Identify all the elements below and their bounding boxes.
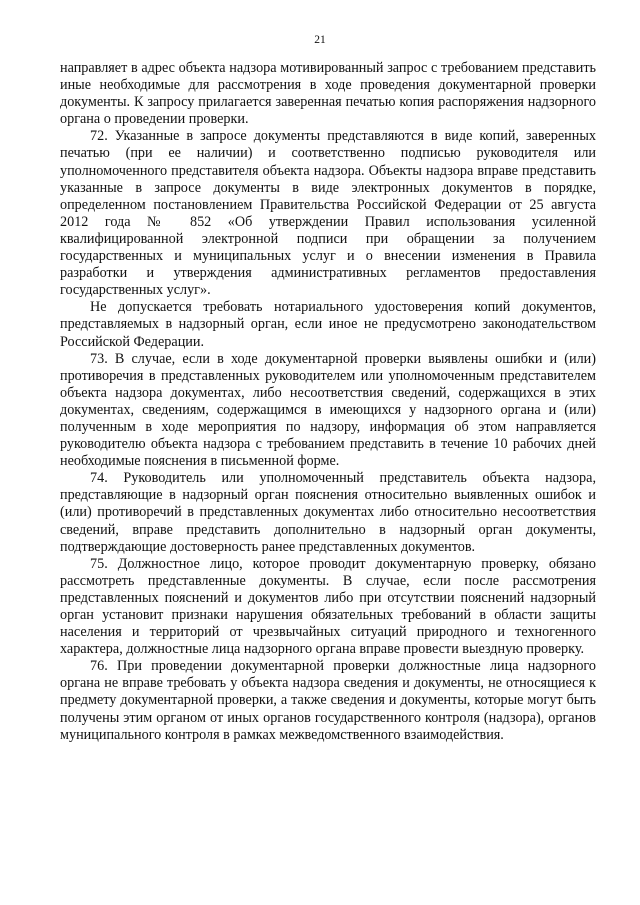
paragraph-73: 73. В случае, если в ходе документарной проверки выявлены ошибки и (или) противоречия в представленных руководителем или уполномоченным представителем объекта надзора документах, либо несоответствия сведений, содержащихся в этих документах, сведениям, содержащимся в имеющихся у надзорного органа и (или) полученным в ходе мероприятия по надзору, информация об этом направляется руководителю объекта надзора с требованием представить в течение 10 рабочих дней необходимые пояснения в письменной форме. [60, 350, 596, 470]
paragraph-continuation: направляет в адрес объекта надзора мотивированный запрос с требованием представить иные необходимые для рассмотрения в ходе проведения документарной проверки документы. К запросу прилагается заверенная печатью копия распоряжения надзорного органа о проведении проверки. [60, 60, 596, 128]
paragraph-72: 72. Указанные в запросе документы представляются в виде копий, заверенных печатью (при ее наличии) и соответственно подписью руководителя или уполномоченного представителя объекта надзора. Объекты надзора вправе представить указанные в запросе документы в виде электронных документов в порядке, определенном постановлением Правительства Российской Федерации от 25 августа 2012 года № 852 «Об утверждении Правил использования усиленной квалифицированной электронной подписи при обращении за получением государственных и муниципальных услуг и о внесении изменения в Правила разработки и утверждения административных регламентов предоставления государственных услуг». [60, 128, 596, 299]
paragraph-76: 76. При проведении документарной проверки должностные лица надзорного органа не вправе требовать у объекта надзора сведения и документы, не относящиеся к предмету документарной проверки, а также сведения и документы, которые могут быть получены этим органом от иных органов государственного контроля (надзора), органов муниципального контроля в рамках межведомственного взаимодействия. [60, 658, 596, 743]
paragraph-75: 75. Должностное лицо, которое проводит документарную проверку, обязано рассмотреть представленные документы. В случае, если после рассмотрения представленных пояснений и документов либо при отсутствии пояснений надзорный орган установит признаки нарушения обязательных требований в области защиты населения и территорий от чрезвычайных ситуаций природного и техногенного характера, должностные лица надзорного органа вправе провести выездную проверку. [60, 555, 596, 658]
document-body [60, 60, 596, 744]
paragraph-74: 74. Руководитель или уполномоченный представитель объекта надзора, представляющие в надзорный орган пояснения относительно выявленных ошибок и (или) противоречий в представленных документах либо относительно несоответствия сведений, вправе представить дополнительно в надзорный орган документы, подтверждающие достоверность ранее представленных документов. [60, 470, 596, 555]
page-number: 21 [314, 34, 326, 46]
paragraph-notarization: Не допускается требовать нотариального удостоверения копий документов, представляемых в надзорный орган, если иное не предусмотрено законодательством Российской Федерации. [60, 299, 596, 350]
